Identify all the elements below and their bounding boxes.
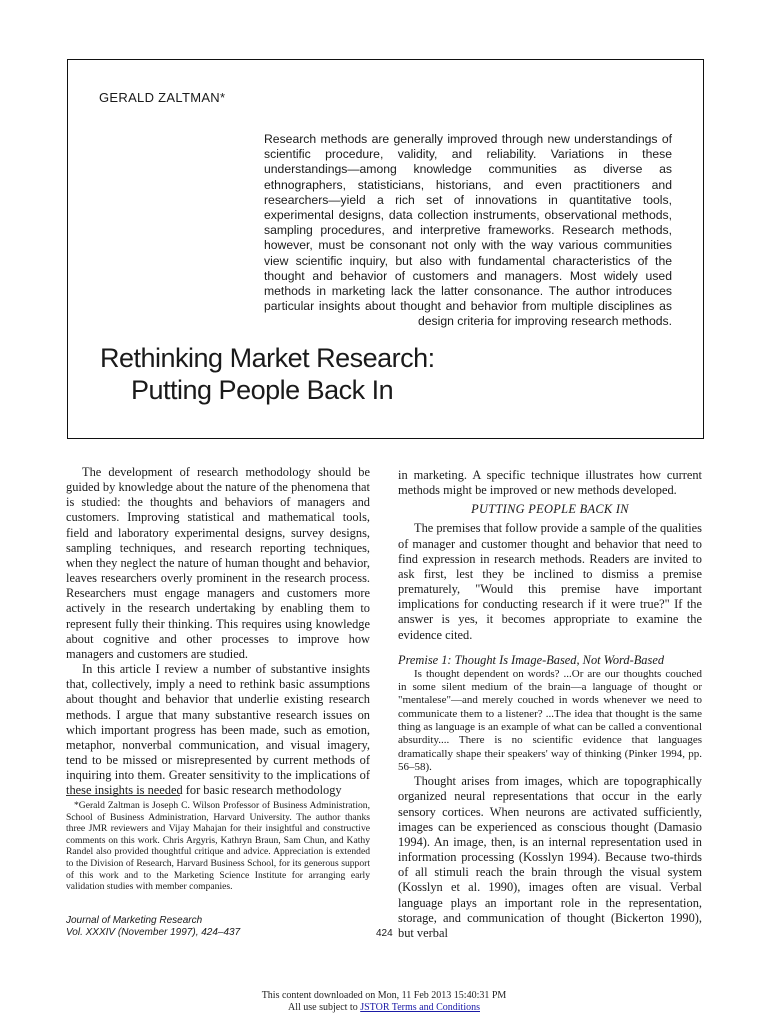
body-paragraph: Thought arises from images, which are topographically organized neural representations that occur in the early sensory cortices. When neurons are activated sufficiently, images can be experienced as conscious thought (Damasio 1994). An image, then, is an internal representation used in information processing (Kosslyn 1994). Because two-thirds of all stimuli reach the brain through the visual system (Kosslyn et al. 1990), images often are visual. Verbal language plays an important role in the representation, storage, and communication of thought (Bickerton 1990), but verbal bbox=[398, 774, 702, 940]
download-notice-prefix: All use subject to bbox=[288, 1001, 361, 1013]
download-notice-line-2 bbox=[0, 1002, 768, 1014]
footnote-rule bbox=[66, 795, 180, 796]
body-paragraph: The premises that follow provide a sample of the qualities of manager and customer thought and behavior that need to find expression in research methods. Readers are invited to ask first, lest they be inclined to dismiss a premise prematurely, "Would this premise have important implications for conducting research if it were true?" If the answer is yes, it becomes appropriate to examine the evidence cited. bbox=[398, 521, 703, 642]
body-paragraph: in marketing. A specific technique illustrates how current methods might be improved or new methods developed. bbox=[398, 468, 702, 498]
body-paragraph: The development of research methodology should be guided by knowledge about the nature of the phenomena that is studied: the thoughts and behaviors of managers and customers. Improving statistical and mathematical tools, field and laboratory experimental designs, survey designs, sampling techniques, and research reporting techniques, when they neglect the nature of human thought and behavior, leaves researchers overly prominent in the research process. Researchers must engage managers and customers more actively in the research undertaking by enabling them to represent fully their thinking. This requires using knowledge about cognitive and other processes to improve how managers and customers are studied. bbox=[66, 465, 370, 661]
title-line-1: Rethinking Market Research: bbox=[100, 343, 435, 373]
right-column bbox=[398, 468, 702, 941]
jstor-terms-link[interactable]: JSTOR Terms and Conditions bbox=[360, 1001, 480, 1013]
left-column bbox=[66, 465, 370, 798]
body-paragraph: In this article I review a number of substantive insights that, collectively, imply a need to rethink basic assumptions about thought and behavior that underlie existing research methods. I argue that many substantive research issues on which important progress has been made, such as emotion, metaphor, nonverbal communication, and visual imagery, tend to be missed or misrepresented by current methods of inquiring into them. Greater sensitivity to the implications of these insights is needed for basic research methodology bbox=[66, 662, 370, 798]
premise-heading: Premise 1: Thought Is Image-Based, Not Word-Based bbox=[398, 652, 665, 667]
author-name: GERALD ZALTMAN* bbox=[99, 90, 226, 105]
journal-name: Journal of Marketing Research bbox=[66, 915, 203, 926]
block-quote: Is thought dependent on words? ...Or are our thoughts couched in some silent medium of the brain—a language of thought or "mentalese"—and merely couched in words whenever we need to communicate them to a listener? ...The idea that thought is the same thing as language is an example of what can be called a conventional absurdity.... There is no scientific evidence that languages dramatically shape their speakers' way of thinking (Pinker 1994, pp. 56–58). bbox=[398, 667, 702, 773]
section-heading: PUTTING PEOPLE BACK IN bbox=[471, 502, 629, 517]
abstract: Research methods are generally improved through new understandings of scientific procedure, validity, and reliability. Variations in these understandings—among knowledge communities as diverse as ethnographers, statisticians, historians, and even practitioners and researchers—yield a rich set of innovations in quantitative tools, experimental designs, data collection instruments, observational methods, sampling procedures, and interpretive frameworks. Research methods, however, must be consonant not only with the way various communities view scientific inquiry, but also with fundamental characteristics of the thought and behavior of customers and managers. Most widely used methods in marketing lack the latter consonance. The author introduces particular insights about thought and behavior from multiple disciplines as design criteria for improving research methods. bbox=[264, 132, 672, 329]
article-title bbox=[100, 342, 435, 406]
download-notice bbox=[0, 990, 768, 1013]
journal-citation bbox=[66, 915, 240, 938]
page-number: 424 bbox=[376, 928, 393, 939]
author-footnote: *Gerald Zaltman is Joseph C. Wilson Professor of Business Administration, School of Business Administration, Harvard University. The author thanks three JMR reviewers and Vijay Mahajan for their insightful and constructive comments on this work. Chris Argyris, Kathryn Braun, Sam Chun, and Kathy Randel also provided thoughtful critique and advice. Appreciation is extended to the Division of Research, Harvard Business School, for its generous support of this work and to the Marketing Science Institute for arranging early validation studies with member companies. bbox=[66, 800, 370, 893]
download-notice-line-1: This content downloaded on Mon, 11 Feb 2013 15:40:31 PM bbox=[261, 990, 507, 1001]
journal-volume: Vol. XXXIV (November 1997), 424–437 bbox=[66, 926, 241, 938]
title-line-2: Putting People Back In bbox=[131, 375, 394, 405]
